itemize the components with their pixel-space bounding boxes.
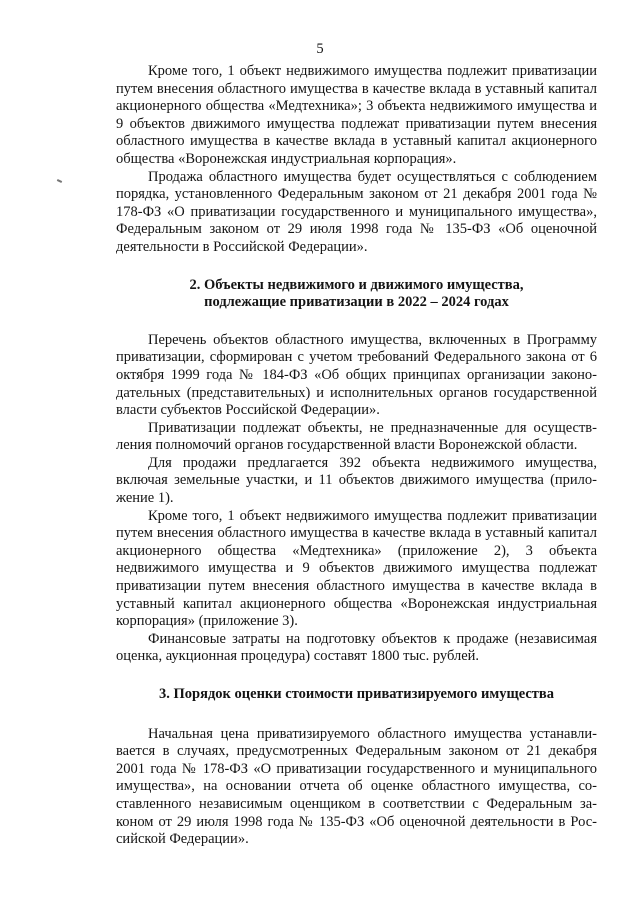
document-body [116, 63, 597, 849]
scan-artifact-mark [57, 179, 62, 183]
section-3-paragraph-1: Начальная цена приватизируемого областного имущества устанавливается в случаях, предусмотренных Федеральным законом от 21 декабря 2001 года № 178-ФЗ «О приватизации государственного и муниципального имущества», на основании отчета об оценке областного имущества, составленного независимым оценщиком в соответствии с Федеральным законом от 29 июля 1998 года № 135-ФЗ «Об оценочной деятельности в Российской Федерации». [116, 725, 597, 848]
section-2-paragraph-3: Для продажи предлагается 392 объекта недвижимого имущества, включая земельные участки, и 11 объектов движимого имущества (приложение 1). [116, 454, 597, 507]
section-2-paragraph-1: Перечень объектов областного имущества, включенных в Программу приватизации, сформирован с учетом требований Федерального закона от 6 октября 1999 года № 184-ФЗ «Об общих принципах организации законодательных (представительных) и исполнительных органов государственной власти субъектов Российской Федерации». [116, 331, 597, 419]
section-3 [116, 686, 597, 849]
section-2-paragraph-5: Финансовые затраты на подготовку объектов к продаже (независимая оценка, аукционная процедура) составят 1800 тыс. рублей. [116, 630, 597, 665]
section-2-heading-line-1: 2. Объекты недвижимого и движимого имущества, [189, 276, 524, 293]
section-2-heading [116, 277, 597, 312]
section-2 [116, 277, 597, 666]
page-number: 5 [316, 41, 324, 57]
section-2-paragraph-4: Кроме того, 1 объект недвижимого имущества подлежит приватизации путем внесения областного имущества в качестве вклада в уставный капитал акционерного общества «Медтехника» (приложение 2), 3 объекта недвижимого имущества и 9 объектов движимого имущества подлежат приватизации путем внесения областного имущества в качестве вклада в уставный капитал акционерного общества «Воронежская индустриальная корпорация» (приложение 3). [116, 507, 597, 630]
intro-paragraph-1: Кроме того, 1 объект недвижимого имущества подлежит приватизации путем внесения областного имущества в качестве вклада в уставный капитал акционерного общества «Медтехника»; 3 объекта недвижимого имущества и 9 объектов движимого имущества подлежат приватизации путем внесения областного имущества в качестве вклада в уставный капитал акционерного общества «Воронежская индустриальная корпорация». [116, 63, 597, 167]
intro-paragraph-2: Продажа областного имущества будет осуществляться с соблюдением порядка, установленного Федеральным законом от 21 декабря 2001 года № 178-ФЗ «О приватизации государственного и муниципального имущества», Федеральным законом от 29 июля 1998 года № 135-ФЗ «Об оценочной деятельности в Российской Федерации». [116, 168, 597, 255]
section-2-paragraph-2: Приватизации подлежат объекты, не предназначенные для осуществления полномочий органов государственной власти Воронежской области. [116, 419, 597, 454]
section-3-heading: 3. Порядок оценки стоимости приватизируемого имущества [159, 686, 554, 702]
section-2-heading-line-2: подлежащие приватизации в 2022 – 2024 годах [204, 294, 509, 311]
